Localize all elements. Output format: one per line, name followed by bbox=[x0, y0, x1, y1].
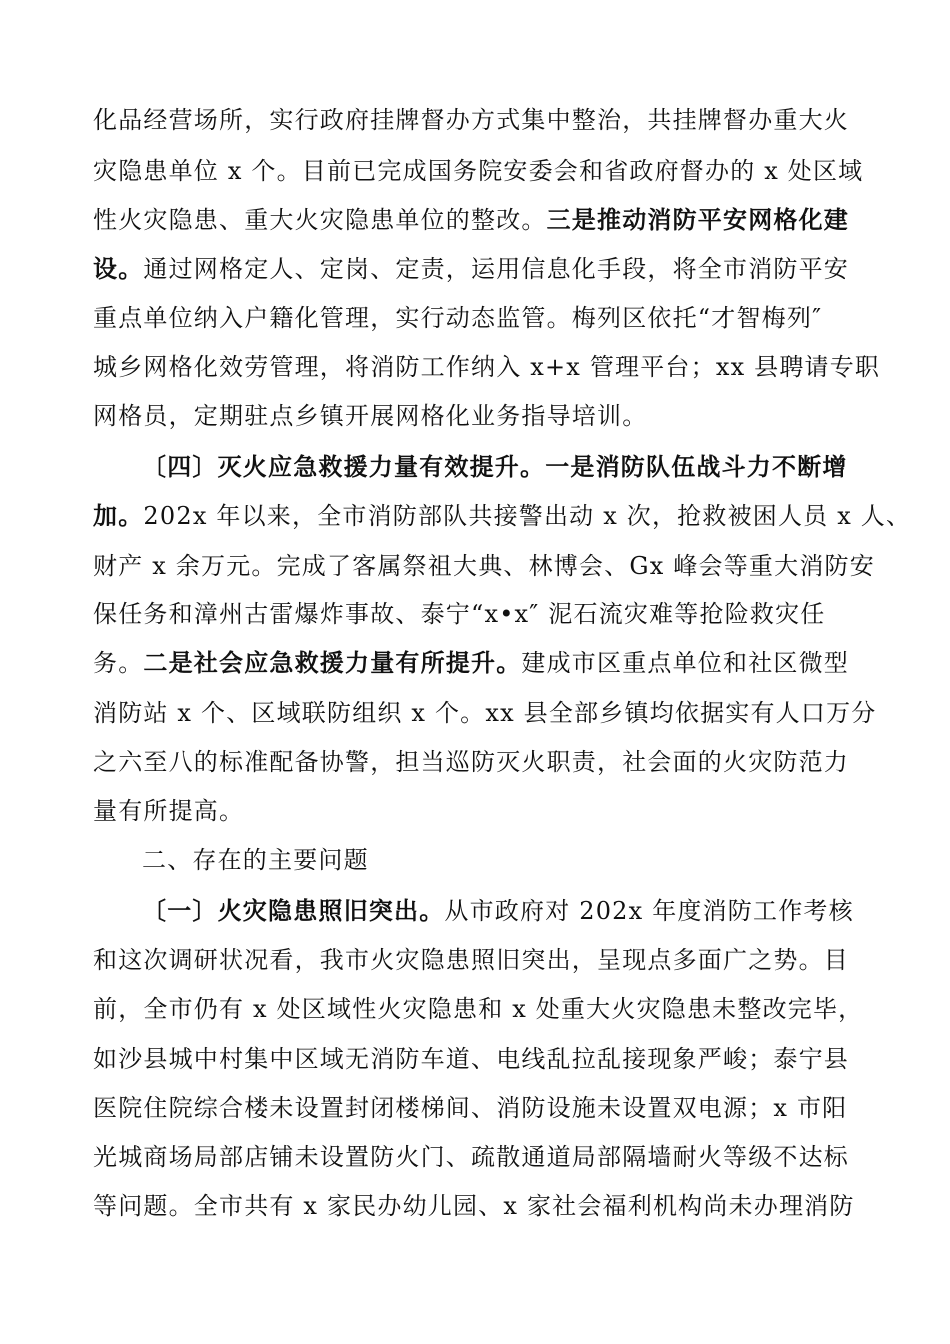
text-line: 网格员，定期驻点乡镇开展网格化业务指导培训。 bbox=[93, 402, 648, 430]
text-line: 加。202x 年以来，全市消防部队共接警出动 x 次，抢救被困人员 x 人、 bbox=[93, 501, 912, 530]
chapter-heading: 二、存在的主要问题 bbox=[142, 846, 369, 874]
text-line: 灾隐患单位 x 个。目前已完成国务院安委会和省政府督办的 x 处区域 bbox=[93, 157, 864, 185]
text-line: 量有所提高。 bbox=[93, 797, 245, 825]
text-line: 如沙县城中村集中区域无消防车道、电线乱拉乱接现象严峻；泰宁县 bbox=[93, 1045, 849, 1073]
text-line: 城乡网格化效劳管理，将消防工作纳入 x+x 管理平台；xx 县聘请专职 bbox=[93, 353, 881, 381]
text-line: 性火灾隐患、重大火灾隐患单位的整改。三是推动消防平安网格化建 bbox=[93, 205, 850, 234]
text-line: 光城商场局部店铺未设置防火门、疏散通道局部隔墙耐火等级不达标 bbox=[93, 1143, 849, 1171]
section-heading: 〔四〕灭火应急救援力量有效提升。一是消防队伍战斗力不断增 bbox=[142, 452, 848, 481]
text-line: 保任务和漳州古雷爆炸事故、泰宁“x•x″ 泥石流灾难等抢险救灾任 bbox=[93, 600, 826, 628]
text-line: 化品经营场所，实行政府挂牌督办方式集中整治，共挂牌督办重大火 bbox=[93, 106, 849, 134]
text-line: 前，全市仍有 x 处区域性火灾隐患和 x 处重大火灾隐患未整改完毕， bbox=[93, 995, 864, 1023]
text-line: 财产 x 余万元。完成了客属祭祖大典、林博会、Gx 峰会等重大消防安 bbox=[93, 552, 875, 580]
text-line: 设。通过网格定人、定岗、定责，运用信息化手段，将全市消防平安 bbox=[93, 254, 850, 283]
text-line: 等问题。全市共有 x 家民办幼儿园、x 家社会福利机构尚未办理消防 bbox=[93, 1192, 855, 1220]
text-line: 之六至八的标准配备协警，担当巡防灭火职责，社会面的火灾防范力 bbox=[93, 748, 849, 776]
text-line: 重点单位纳入户籍化管理，实行动态监管。梅列区依托“才智梅列″ bbox=[93, 304, 823, 332]
text-line: 消防站 x 个、区域联防组织 x 个。xx 县全部乡镇均依据实有人口万分 bbox=[93, 699, 877, 727]
text-line: 务。二是社会应急救援力量有所提升。建成市区重点单位和社区微型 bbox=[93, 648, 850, 677]
text-line: 医院住院综合楼未设置封闭楼梯间、消防设施未设置双电源；x 市阳 bbox=[93, 1094, 848, 1122]
section-heading: 〔一〕火灾隐患照旧突出。从市政府对 202x 年度消防工作考核 bbox=[142, 896, 854, 925]
text-line: 和这次调研状况看，我市火灾隐患照旧突出，呈现点多面广之势。目 bbox=[93, 946, 849, 974]
